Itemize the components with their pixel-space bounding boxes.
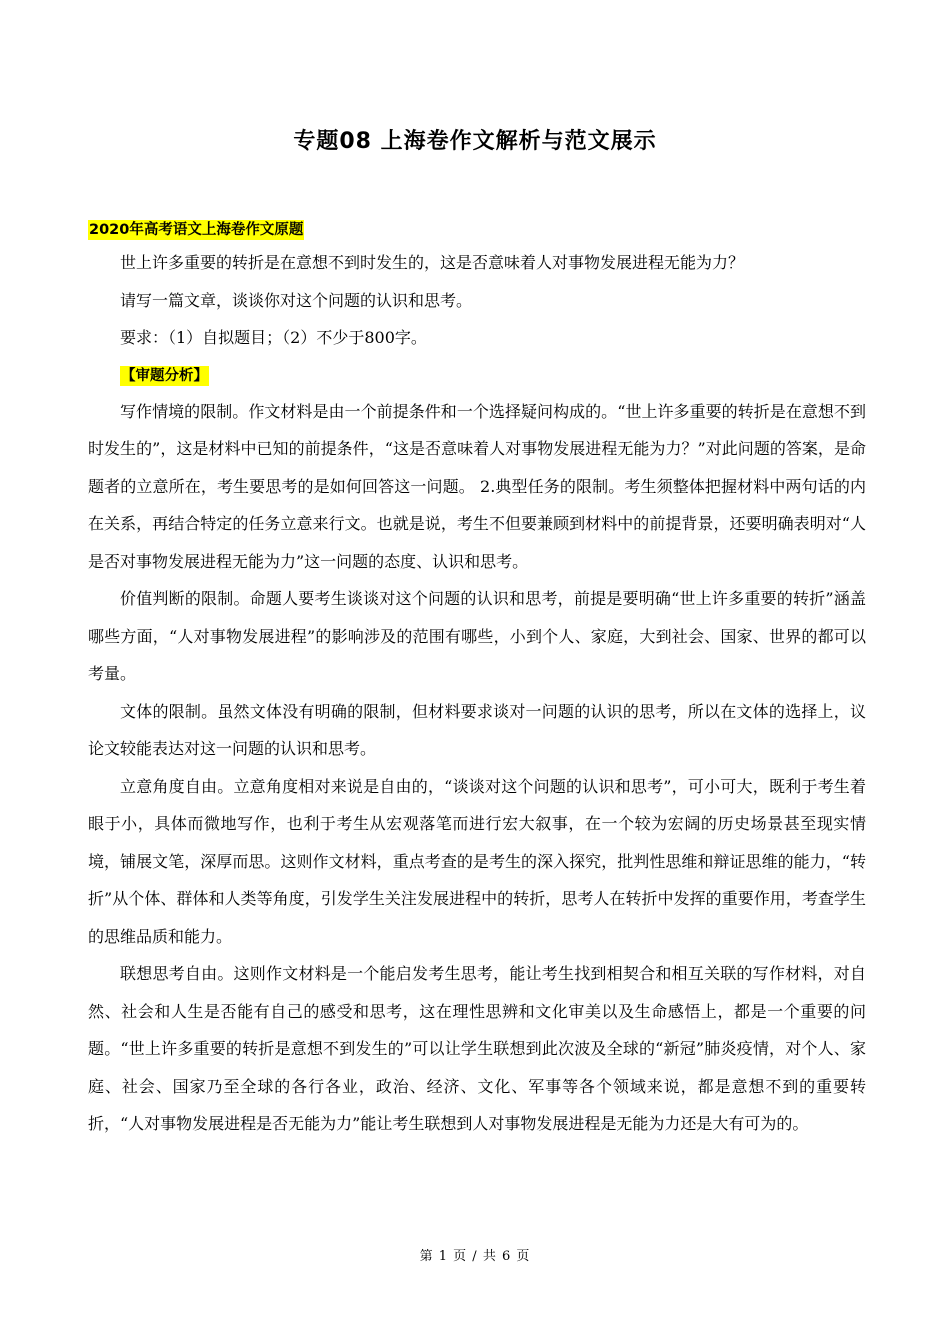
page-footer: 第 1 页 / 共 6 页 xyxy=(419,1249,531,1264)
analysis-paragraph: 文体的限制。虽然文体没有明确的限制，但材料要求谈对一问题的认识的思考，所以在文体的选择上，议论文较能表达对这一问题的认识和思考。 xyxy=(88,701,866,758)
analysis-heading: 【审题分析】 xyxy=(121,367,208,384)
requirements-line: 要求：（1）自拟题目；（2）不少于800字。 xyxy=(120,328,427,347)
analysis-paragraph: 价值判断的限制。命题人要考生谈谈对这个问题的认识和思考，前提是要明确“世上许多重要的转折”涵盖哪些方面，“人对事物发展进程”的影响涉及的范围有哪些，小到个人、家庭，大到社会、国家、世界的都可以考量。 xyxy=(88,589,866,683)
section-heading-row xyxy=(88,214,866,244)
analysis-paragraph: 联想思考自由。这则作文材料是一个能启发考生思考，能让考生找到相契合和相互关联的写作材料，对自然、社会和人生是否能有自己的感受和思考，这在理性思辨和文化审美以及生命感悟上，都是一个重要的问题。“世上许多重要的转折是意想不到发生的”可以让学生联想到此次波及全球的“新冠”肺炎疫情，对个人、家庭、社会、国家乃至全球的各行各业，政治、经济、文化、军事等各个领域来说，都是意想不到的重要转折，“人对事物发展进程是否无能为力”能让考生联想到人对事物发展进程是无能为力还是大有可为的。 xyxy=(88,964,866,1133)
analysis-paragraph: 写作情境的限制。作文材料是由一个前提条件和一个选择疑问构成的。“世上许多重要的转折是在意想不到时发生的”，这是材料中已知的前提条件，“这是否意味着人对事物发展进程无能为力？”对此问题的答案，是命题者的立意所在，考生要思考的是如何回答这一问题。 2.典型任务的限制。考生须整体把握材料中两句话的内在关系，再结合特定的任务立意来行文。也就是说，考生不但要兼顾到材料中的前提背景，还要明确表明对“人是否对事物发展进程无能为力”这一问题的态度、认识和思考。 xyxy=(88,401,866,571)
page-title: 专题08 上海卷作文解析与范文展示 xyxy=(293,129,657,154)
section-heading: 2020年高考语文上海卷作文原题 xyxy=(89,222,304,238)
analysis-paragraph: 立意角度自由。立意角度相对来说是自由的，“谈谈对这个问题的认识和思考”，可小可大，既利于考生着眼于小，具体而微地写作，也利于考生从宏观落笔而进行宏大叙事，在一个较为宏阔的历史场景甚至现实情境，铺展文笔，深厚而思。这则作文材料，重点考查的是考生的深入探究，批判性思维和辩证思维的能力，“转折”从个体、群体和人类等角度，引发学生关注发展进程中的转折，思考人在转折中发挥的重要作用，考查学生的思维品质和能力。 xyxy=(88,776,866,946)
prompt-line: 世上许多重要的转折是在意想不到时发生的，这是否意味着人对事物发展进程无能为力？ xyxy=(120,253,745,272)
prompt-line: 请写一篇文章，谈谈你对这个问题的认识和思考。 xyxy=(120,290,473,310)
analysis-heading-row xyxy=(88,357,866,393)
document-body xyxy=(88,214,866,1143)
